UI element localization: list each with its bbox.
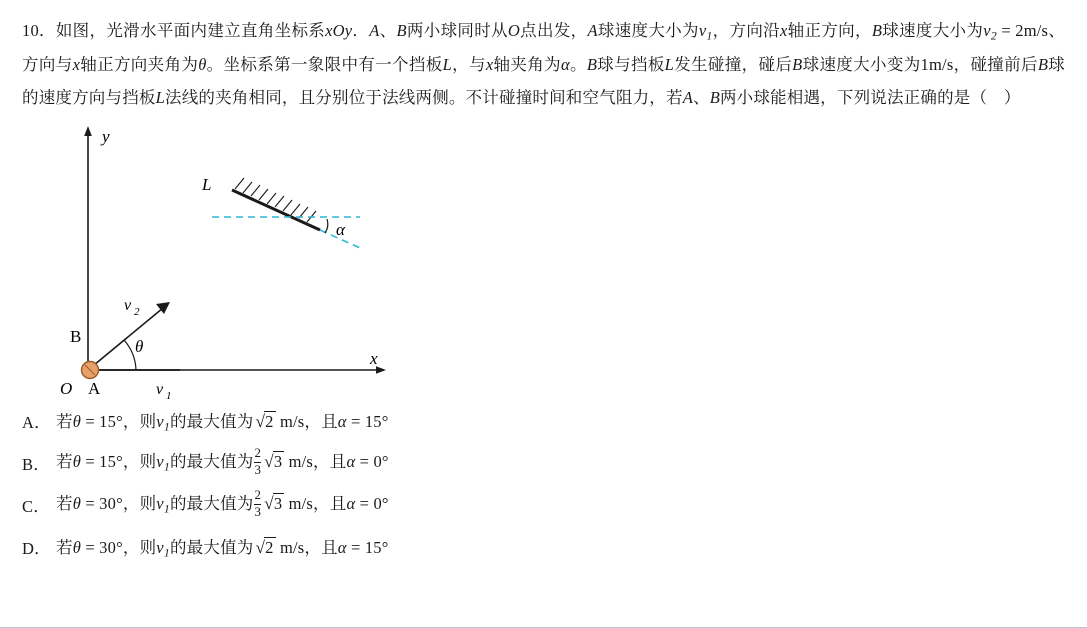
choice-segment: 1 xyxy=(163,501,170,516)
choice-segment: α xyxy=(337,411,347,431)
choice-segment: α xyxy=(337,537,347,557)
stem-segment: 球与挡板 xyxy=(597,55,665,75)
barrier-hatching xyxy=(235,178,316,222)
stem-segment: v xyxy=(983,21,991,40)
fraction xyxy=(254,447,261,477)
choice-segment: 的最大值为 xyxy=(169,493,254,513)
choice-segment: = 15 xyxy=(81,451,117,471)
choice-segment: ° xyxy=(381,493,389,513)
choice-segment: m/s，且 xyxy=(275,411,338,431)
square-root xyxy=(253,538,275,558)
stem-segment: 法线的夹角相同，且分别位于法线两侧。不计碰撞时间和空气阻力，若 xyxy=(165,88,683,108)
choice-text xyxy=(56,408,389,434)
choice-label: A． xyxy=(22,413,51,433)
figure-svg xyxy=(30,120,450,403)
stem-segment: 轴夹角为 xyxy=(493,55,561,75)
choice-segment: 1 xyxy=(163,545,170,560)
alpha-angle-arc xyxy=(325,219,328,233)
choice-segment: = 30 xyxy=(81,537,117,557)
choice-segment: v xyxy=(156,451,164,471)
radical-sign: √ xyxy=(255,537,266,557)
stem-segment: 。 xyxy=(569,55,587,75)
choice-segment: ° xyxy=(116,493,123,513)
stem-segment: A xyxy=(587,21,598,40)
choice-text xyxy=(56,534,389,560)
choice-segment: 若 xyxy=(56,537,73,557)
stem-segment: B xyxy=(586,55,598,75)
question-stem-text xyxy=(22,21,1065,107)
choice-option[interactable] xyxy=(22,484,1065,526)
v2-label: v xyxy=(124,297,132,315)
question-stem xyxy=(22,14,1065,114)
theta-label: θ xyxy=(135,337,144,357)
origin-label: O xyxy=(60,379,73,399)
stem-segment: 轴正方向， xyxy=(787,21,872,40)
choice-segment: = 30 xyxy=(81,493,117,513)
stem-segment: x xyxy=(780,21,788,40)
square-root xyxy=(253,412,275,432)
choice-segment: α xyxy=(346,493,356,513)
fraction-denominator: 3 xyxy=(254,504,262,519)
fraction-numerator: 2 xyxy=(254,446,262,461)
choice-segment: 的最大值为 xyxy=(169,537,254,557)
choice-segment: 若 xyxy=(56,411,73,431)
choice-segment: m/s，且 xyxy=(284,493,347,513)
alpha-label: α xyxy=(336,220,345,240)
x-axis-label: x xyxy=(370,349,378,369)
radical-sign: √ xyxy=(264,451,274,471)
choice-segment: ° xyxy=(116,537,123,557)
stem-segment: L xyxy=(664,55,675,75)
choice-segment: θ xyxy=(72,411,82,431)
choice-text xyxy=(56,448,389,478)
v1-label: v xyxy=(156,381,164,399)
choice-segment: θ xyxy=(72,493,82,513)
choice-segment: 若 xyxy=(56,493,73,513)
stem-segment: 轴正方向夹角为 xyxy=(80,55,199,75)
stem-segment: ，方向沿 xyxy=(712,21,780,40)
stem-segment: 、 xyxy=(379,21,397,40)
stem-segment: 发生碰撞，碰后 xyxy=(674,55,793,75)
choice-segment: = 15 xyxy=(81,411,117,431)
choice-list xyxy=(22,400,1065,568)
y-axis-arrow xyxy=(84,126,92,136)
stem-segment: 点出发， xyxy=(520,21,588,40)
stem-segment: B xyxy=(396,21,407,40)
v1-subscript: 1 xyxy=(166,390,172,403)
choice-segment: 1 xyxy=(163,419,170,434)
barrier-label: L xyxy=(202,175,212,195)
choice-segment: ° xyxy=(381,537,389,557)
choice-segment: v xyxy=(156,411,164,431)
physics-figure xyxy=(30,120,450,403)
y-axis-label: y xyxy=(102,127,110,147)
choice-segment: 的最大值为 xyxy=(169,451,254,471)
stem-segment: ，与 xyxy=(451,55,486,75)
stem-segment: 两小球同时从 xyxy=(406,21,508,40)
fraction-denominator: 3 xyxy=(254,462,262,477)
stem-segment: B xyxy=(709,88,720,108)
choice-segment: = 0 xyxy=(355,493,382,513)
stem-segment: 球速度大小为 xyxy=(882,21,984,40)
choice-segment: ，则 xyxy=(122,493,157,513)
stem-segment: B xyxy=(792,55,803,75)
radicand: 3 xyxy=(273,451,283,471)
stem-segment: = 2m/s、方向与 xyxy=(22,21,1066,75)
stem-segment: 球速度大小为 xyxy=(597,21,699,40)
choice-segment: ，则 xyxy=(122,451,157,471)
choice-segment: ° xyxy=(116,451,123,471)
stem-segment: 。坐标系第一象限中有一个挡板 xyxy=(206,55,443,75)
choice-segment: ，则 xyxy=(122,411,157,431)
square-root xyxy=(262,494,284,514)
choice-segment: = 15 xyxy=(346,537,382,557)
choice-segment: m/s，且 xyxy=(275,537,338,557)
square-root xyxy=(262,452,284,472)
choice-option[interactable] xyxy=(22,442,1065,484)
radicand: 3 xyxy=(273,493,283,513)
choice-segment: α xyxy=(346,451,356,471)
stem-segment: 球速度大小变为1m/s，碰撞前后 xyxy=(802,55,1038,75)
fraction-numerator: 2 xyxy=(254,488,262,503)
stem-segment: 1 xyxy=(706,28,713,43)
stem-segment: α xyxy=(560,55,570,75)
choice-segment: ° xyxy=(381,451,389,471)
v2-subscript: 2 xyxy=(134,306,140,319)
choice-label: D． xyxy=(22,539,51,559)
stem-segment: 、 xyxy=(692,88,710,108)
choice-segment: ，则 xyxy=(122,537,157,557)
stem-segment: x xyxy=(72,55,81,75)
choice-segment: 1 xyxy=(163,459,170,474)
stem-segment: v xyxy=(698,21,707,40)
ball-a-label: A xyxy=(88,379,101,399)
radicand: 2 xyxy=(265,537,274,557)
choice-segment: = 0 xyxy=(355,451,382,471)
choice-option[interactable] xyxy=(22,400,1065,442)
choice-label: B． xyxy=(22,455,50,475)
choice-segment: 的最大值为 xyxy=(169,411,254,431)
stem-segment: ． xyxy=(352,21,370,40)
barrier-line xyxy=(232,190,320,230)
choice-segment: = 15 xyxy=(346,411,382,431)
stem-segment: xOy xyxy=(325,21,353,40)
stem-segment: θ xyxy=(198,55,207,75)
choice-segment: ° xyxy=(381,411,389,431)
choice-segment: 若 xyxy=(56,451,73,471)
stem-segment: 10．如图，光滑水平面内建立直角坐标系 xyxy=(22,21,326,40)
fraction xyxy=(254,489,261,519)
ball-b-label: B xyxy=(70,327,82,347)
choice-segment: θ xyxy=(72,537,82,557)
choice-text xyxy=(56,490,389,520)
stem-segment: 2 xyxy=(990,28,997,43)
choice-segment: v xyxy=(156,493,164,513)
stem-segment: L xyxy=(442,55,452,75)
stem-segment: B xyxy=(871,21,883,40)
radicand: 2 xyxy=(265,411,274,431)
choice-label: C． xyxy=(22,497,50,517)
stem-segment: O xyxy=(507,21,521,40)
v2-vector-line xyxy=(88,308,163,370)
stem-segment: B xyxy=(1037,55,1049,75)
stem-segment: x xyxy=(485,55,494,75)
choice-segment: θ xyxy=(72,451,82,471)
choice-segment: m/s，且 xyxy=(284,451,347,471)
choice-option[interactable] xyxy=(22,526,1065,568)
stem-segment: 球的速度方向与挡板 xyxy=(22,55,1065,108)
stem-segment: L xyxy=(155,88,165,108)
choice-segment: ° xyxy=(116,411,123,431)
choice-segment: v xyxy=(156,537,164,557)
stem-segment: 两小球能相遇，下列说法正确的是（ ） xyxy=(719,88,1021,108)
radical-sign: √ xyxy=(255,411,266,431)
stem-segment: A xyxy=(369,21,380,40)
radical-sign: √ xyxy=(264,493,274,513)
stem-segment: A xyxy=(682,88,693,108)
